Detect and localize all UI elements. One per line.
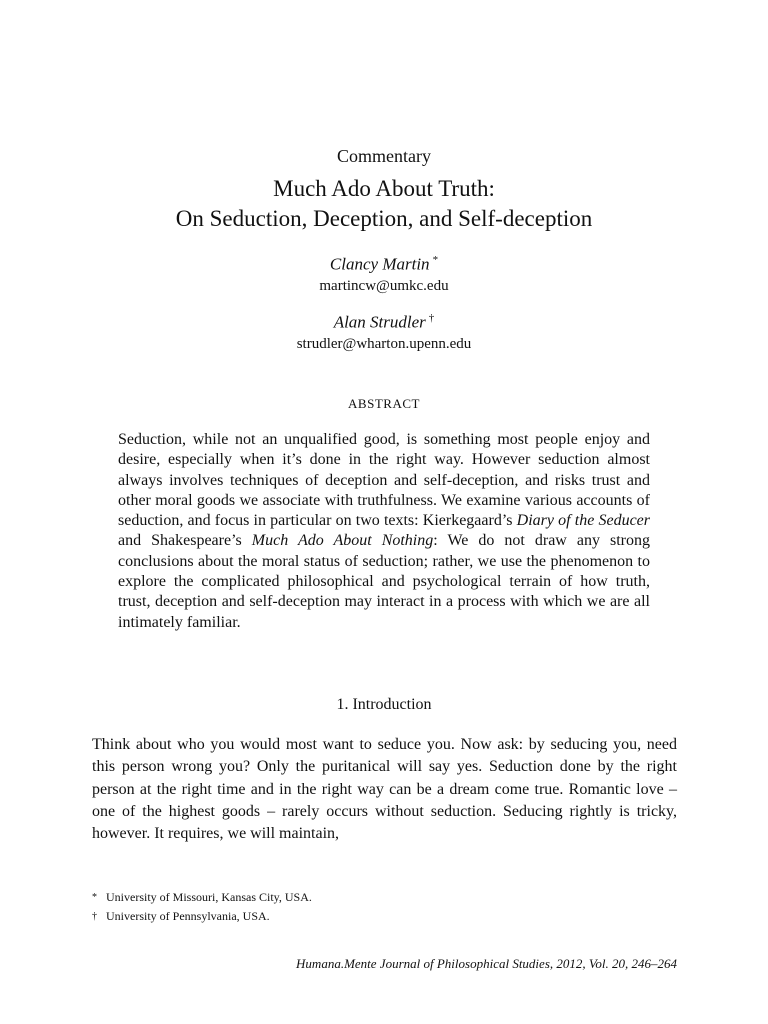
author-1-name: Clancy Martin xyxy=(329,254,430,274)
footnote xyxy=(92,888,312,907)
abstract-text-part-1: Seduction, while not an unqualified good, is something most people enjoy and desire, especially when it’s done in the right way. However seduction almost always involves techniques of deception and self-deception, and risks trust and other moral goods we associate with truthfulness. We examine various accounts of seduction, and focus in particular on two texts: Kierkegaard’s xyxy=(118,431,650,530)
journal-citation: Humana.Mente Journal of Philosophical Studies, 2012, Vol. 20, 246–264 xyxy=(296,956,677,971)
author-2-name: Alan Strudler xyxy=(333,312,426,332)
abstract-title-kierkegaard: Diary of the Seducer xyxy=(516,512,651,530)
abstract-text xyxy=(118,430,650,633)
footnotes xyxy=(92,888,312,926)
author-2 xyxy=(0,312,768,333)
author-1-email[interactable]: martincw@umkc.edu xyxy=(319,278,449,294)
author-1 xyxy=(0,254,768,275)
section-heading: 1. Introduction xyxy=(336,696,432,713)
abstract-text-part-3: : We do not draw any strong conclusions about the moral status of seduction; rather, we use the phenomenon to explore the complicated philosophical and psychological terrain of how truth, trust, deception and self-deception may interact in a process with which we are all intimately familiar. xyxy=(118,532,651,631)
title-line-1: Much Ado About Truth: xyxy=(273,176,495,201)
author-2-mark: † xyxy=(428,312,435,324)
author-1-mark: * xyxy=(432,254,439,266)
article-type: Commentary xyxy=(337,146,431,166)
footnote-mark: † xyxy=(92,911,97,922)
footnote xyxy=(92,907,312,926)
author-2-email[interactable]: strudler@wharton.upenn.edu xyxy=(296,336,472,352)
footnote-mark: * xyxy=(92,892,97,903)
section-body: Think about who you would most want to seduce you. Now ask: by seducing you, need this person wrong you? Only the puritanical will say yes. Seduction done by the right person at the right time and in the right way can be a dream come true. Romantic love – one of the highest goods – rarely occurs without seduction. Seducing rightly is tricky, however. It requires, we will maintain, xyxy=(92,736,677,843)
footnote-text: University of Pennsylvania, USA. xyxy=(106,909,270,923)
footnote-text: University of Missouri, Kansas City, USA. xyxy=(106,890,312,904)
abstract-heading: ABSTRACT xyxy=(348,396,420,411)
abstract-text-part-2: and Shakespeare’s xyxy=(118,532,252,550)
title-line-2: On Seduction, Deception, and Self-deception xyxy=(175,206,593,231)
abstract-title-shakespeare: Much Ado About Nothing xyxy=(251,532,434,550)
